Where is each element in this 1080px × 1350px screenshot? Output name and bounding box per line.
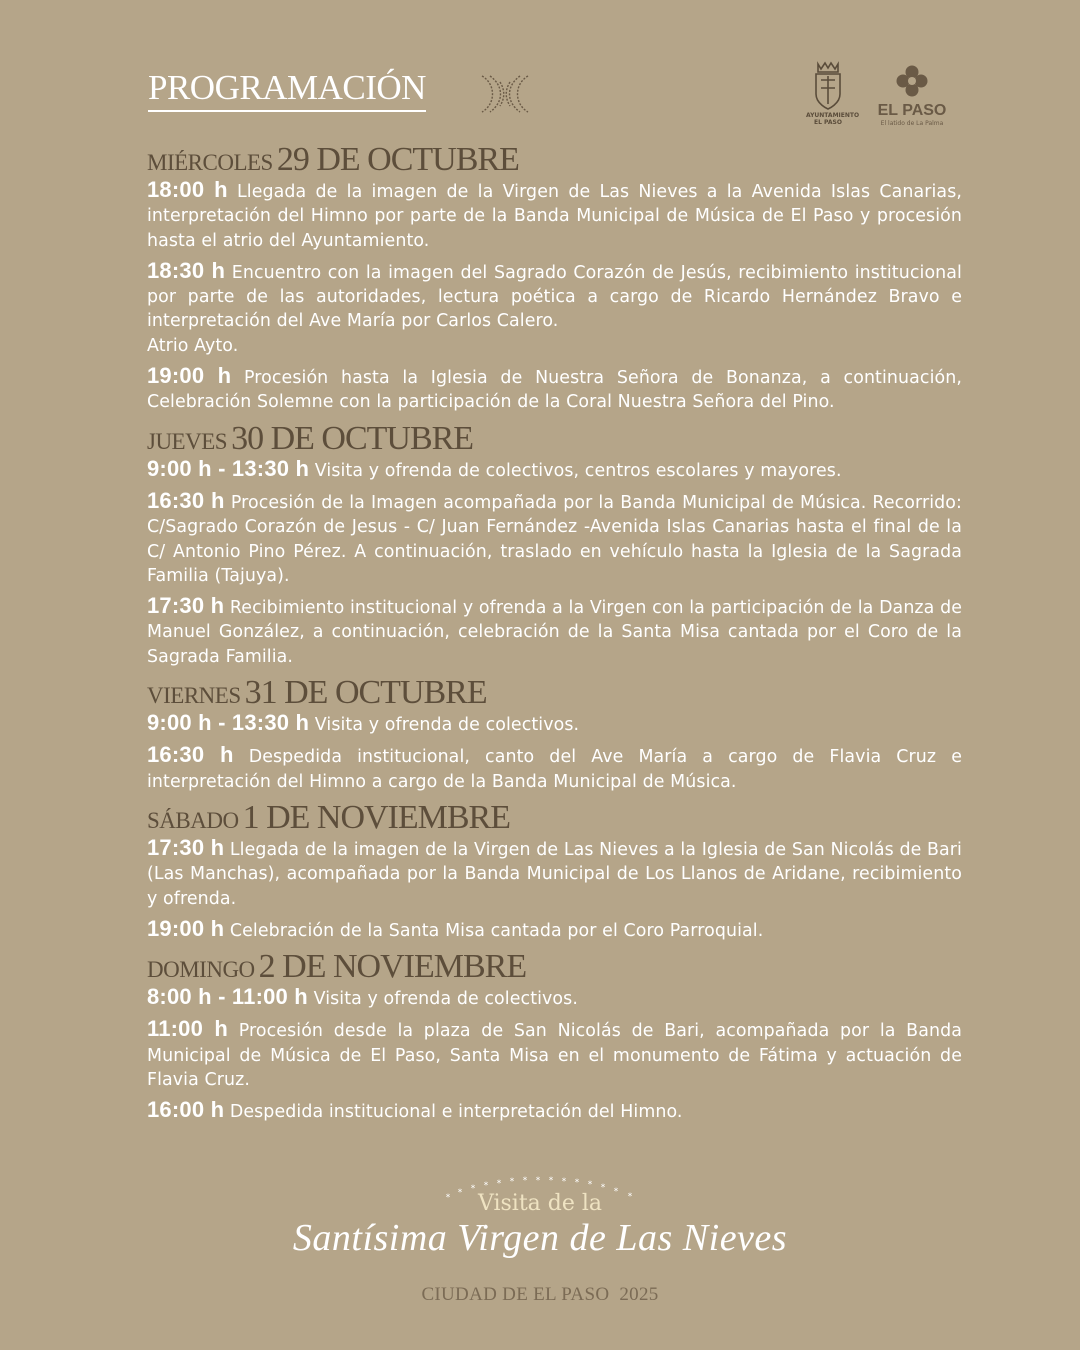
- svg-text:*: *: [561, 1177, 567, 1187]
- schedule-event: [147, 489, 962, 588]
- svg-text:*: *: [613, 1187, 619, 1197]
- el-paso-brand-name: EL PASO: [877, 102, 947, 119]
- svg-text:*: *: [445, 1193, 451, 1203]
- svg-text:*: *: [496, 1179, 502, 1189]
- day-heading: [147, 421, 962, 457]
- svg-text:*: *: [574, 1178, 580, 1188]
- footer-visit-line: Visita de la: [477, 1191, 603, 1216]
- schedule-event: [147, 985, 962, 1011]
- day-date: 31 DE OCTUBRE: [244, 674, 487, 712]
- el-paso-brand-tagline: El latido de La Palma: [880, 120, 944, 127]
- event-description: Procesión de la Imagen acompañada por la Banda Municipal de Música. Recorrido: C/Sagrado Corazón de Jesus - C/ Juan Fernández -Avenida Islas Canarias hasta el final de la C/ Antonio Pino Pérez. A continuación, traslado en vehículo hasta la Iglesia de la Sagrada Familia (Tajuya).: [147, 492, 962, 586]
- ayuntamiento-logo: [806, 60, 860, 130]
- svg-text:*: *: [627, 1192, 633, 1202]
- day-section-friday: [147, 675, 962, 794]
- day-heading: [147, 142, 962, 178]
- schedule-event: [147, 917, 962, 943]
- flower-logo-icon: [895, 64, 929, 98]
- day-section-sunday: [147, 949, 962, 1124]
- event-description: Procesión hasta la Iglesia de Nuestra Señora de Bonanza, a continuación, Celebración Solemne con la participación de la Coral Nuestra Señora del Pino.: [147, 368, 962, 413]
- schedule-event: [147, 259, 962, 358]
- footer-event-title: Santísima Virgen de Las Nieves: [292, 1217, 788, 1259]
- footer-year: 2025: [619, 1284, 659, 1305]
- event-time: 17:30 h: [147, 834, 225, 860]
- program-schedule: [147, 142, 962, 1131]
- event-time: 17:30 h: [147, 593, 225, 619]
- day-heading: [147, 800, 962, 836]
- ayuntamiento-logo-line1: AYUNTAMIENTO: [806, 112, 860, 119]
- schedule-event: [147, 457, 962, 483]
- schedule-event: [147, 1017, 962, 1092]
- event-description: Llegada de la imagen de la Virgen de Las Nieves a la Avenida Islas Canarias, interpretación del Himno por parte de la Banda Municipal de Música de El Paso y procesión hasta el atrio del Ayuntamiento.: [147, 182, 962, 251]
- svg-text:*: *: [522, 1176, 528, 1186]
- footer-city-line: [0, 1284, 1080, 1306]
- day-name: JUEVES: [147, 428, 228, 454]
- svg-text:*: *: [483, 1181, 489, 1191]
- day-date: 2 DE NOVIEMBRE: [258, 948, 527, 986]
- event-time: 9:00 h - 13:30 h: [147, 710, 310, 736]
- event-time: 8:00 h - 11:00 h: [147, 984, 308, 1010]
- event-description: Visita y ofrenda de colectivos.: [313, 989, 578, 1010]
- schedule-event: [147, 836, 962, 911]
- day-date: 30 DE OCTUBRE: [231, 419, 474, 457]
- ornament-icon: [478, 72, 532, 116]
- day-date: 29 DE OCTUBRE: [276, 141, 519, 178]
- event-time: 18:00 h: [147, 177, 228, 202]
- day-name: VIERNES: [147, 683, 241, 709]
- svg-text:*: *: [600, 1183, 606, 1193]
- event-description: Llegada de la imagen de la Virgen de Las Nieves a la Iglesia de San Nicolás de Bari (Las Manchas), acompañada por la Banda Municipal de Los Llanos de Aridane, recibimiento y ofrenda.: [147, 839, 962, 909]
- event-time: 9:00 h - 13:30 h: [147, 455, 310, 481]
- svg-text:*: *: [470, 1184, 476, 1194]
- event-description: Procesión desde la plaza de San Nicolás de Bari, acompañada por la Banda Municipal de Música de El Paso, Santa Misa en el monumento de Fátima y actuación de Flavia Cruz.: [147, 1021, 962, 1091]
- day-name: MIÉRCOLES: [147, 150, 273, 175]
- event-time: 16:30 h: [147, 742, 234, 768]
- day-name: DOMINGO: [147, 957, 255, 983]
- event-time: 19:00 h: [147, 363, 232, 389]
- event-location-note: Atrio Ayto.: [147, 335, 239, 356]
- schedule-event: [147, 743, 962, 794]
- event-description: Celebración de la Santa Misa cantada por el Coro Parroquial.: [229, 920, 764, 941]
- footer-city: CIUDAD DE EL PASO: [421, 1284, 610, 1305]
- page-title: PROGRAMACIÓN: [148, 70, 426, 112]
- event-time: 18:30 h: [147, 257, 226, 283]
- schedule-event: [147, 711, 962, 737]
- svg-text:*: *: [587, 1180, 593, 1190]
- day-name: SÁBADO: [147, 807, 239, 833]
- schedule-event: [147, 1098, 962, 1124]
- el-paso-brand-logo: [872, 64, 952, 128]
- event-time: 11:00 h: [147, 1016, 229, 1042]
- event-description: Visita y ofrenda de colectivos, centros escolares y mayores.: [314, 460, 842, 481]
- day-section-thursday: [147, 421, 962, 669]
- day-section-saturday: [147, 800, 962, 943]
- day-heading: [147, 675, 962, 711]
- event-description: Despedida institucional e interpretación del Himno.: [229, 1102, 683, 1123]
- day-date: 1 DE NOVIEMBRE: [242, 798, 511, 836]
- event-description: Despedida institucional, canto del Ave María a cargo de Flavia Cruz e interpretación del Himno a cargo de la Banda Municipal de Música.: [147, 747, 962, 792]
- schedule-event: [147, 364, 962, 415]
- schedule-event: [147, 594, 962, 669]
- ayuntamiento-logo-line2: EL PASO: [814, 119, 842, 126]
- day-section-wednesday: [147, 142, 962, 415]
- event-description: Encuentro con la imagen del Sagrado Corazón de Jesús, recibimiento institucional por parte de las autoridades, lectura poética a cargo de Ricardo Hernández Bravo e interpretación del Ave María por Carlos Calero.: [147, 262, 962, 332]
- coat-of-arms-icon: [811, 60, 845, 112]
- svg-text:*: *: [457, 1188, 463, 1198]
- event-time: 16:00 h: [147, 1097, 225, 1123]
- event-time: 19:00 h: [147, 915, 225, 941]
- event-description: Visita y ofrenda de colectivos.: [314, 715, 580, 736]
- event-time: 16:30 h: [147, 487, 225, 513]
- svg-text:*: *: [509, 1177, 515, 1187]
- day-heading: [147, 949, 962, 985]
- svg-text:*: *: [548, 1176, 554, 1186]
- schedule-event: [147, 178, 962, 253]
- svg-text:*: *: [535, 1176, 541, 1186]
- event-description: Recibimiento institucional y ofrenda a la Virgen con la participación de la Danza de Manuel González, a continuación, celebración de la Santa Misa cantada por el Coro de la Sagrada Familia.: [147, 598, 963, 667]
